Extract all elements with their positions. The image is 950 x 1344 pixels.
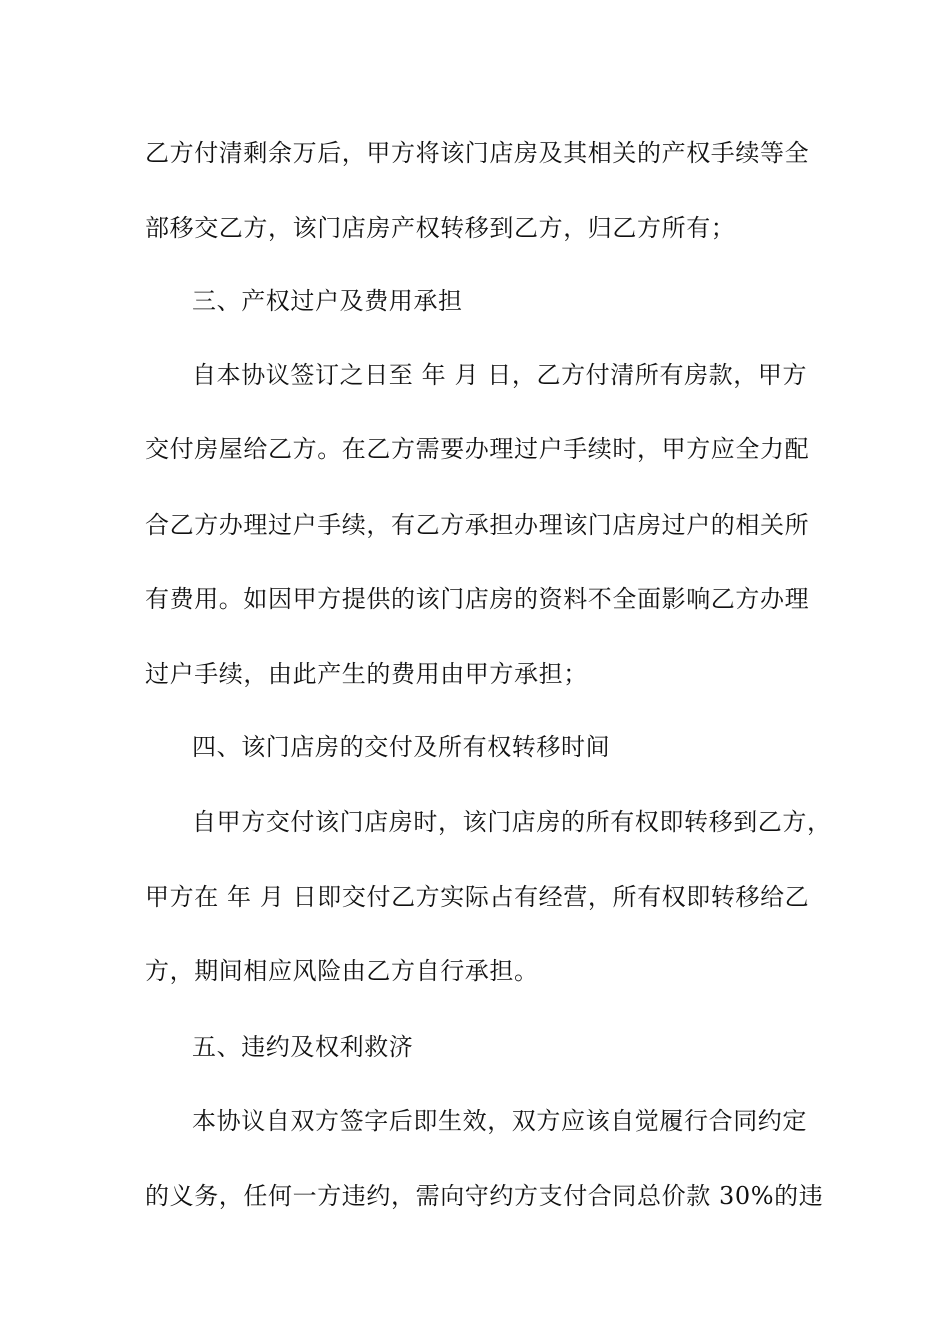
paragraph-line: 甲方在 年 月 日即交付乙方实际占有经营，所有权即转移给乙 bbox=[145, 883, 810, 911]
section-heading: 四、该门店房的交付及所有权转移时间 bbox=[192, 733, 611, 761]
paragraph-line: 合乙方办理过户手续，有乙方承担办理该门店房过户的相关所 bbox=[145, 511, 810, 539]
paragraph-line: 方，期间相应风险由乙方自行承担。 bbox=[145, 957, 539, 985]
paragraph-line: 自甲方交付该门店房时，该门店房的所有权即转移到乙方， bbox=[192, 808, 832, 836]
paragraph-line: 有费用。如因甲方提供的该门店房的资料不全面影响乙方办理 bbox=[145, 585, 810, 613]
paragraph-line: 自本协议签订之日至 年 月 日，乙方付清所有房款，甲方 bbox=[192, 361, 808, 389]
paragraph-line: 乙方付清剩余万后，甲方将该门店房及其相关的产权手续等全 bbox=[145, 139, 810, 167]
paragraph-line: 本协议自双方签字后即生效，双方应该自觉履行合同约定 bbox=[192, 1107, 807, 1135]
section-heading: 三、产权过户及费用承担 bbox=[192, 287, 463, 315]
paragraph-line: 过户手续，由此产生的费用由甲方承担； bbox=[145, 660, 588, 688]
paragraph-line: 部移交乙方，该门店房产权转移到乙方，归乙方所有； bbox=[145, 214, 736, 242]
section-heading: 五、违约及权利救济 bbox=[192, 1033, 414, 1061]
paragraph-line: 的义务，任何一方违约，需向守约方支付合同总价款 30%的违 bbox=[145, 1182, 824, 1210]
paragraph-line: 交付房屋给乙方。在乙方需要办理过户手续时，甲方应全力配 bbox=[145, 435, 810, 463]
